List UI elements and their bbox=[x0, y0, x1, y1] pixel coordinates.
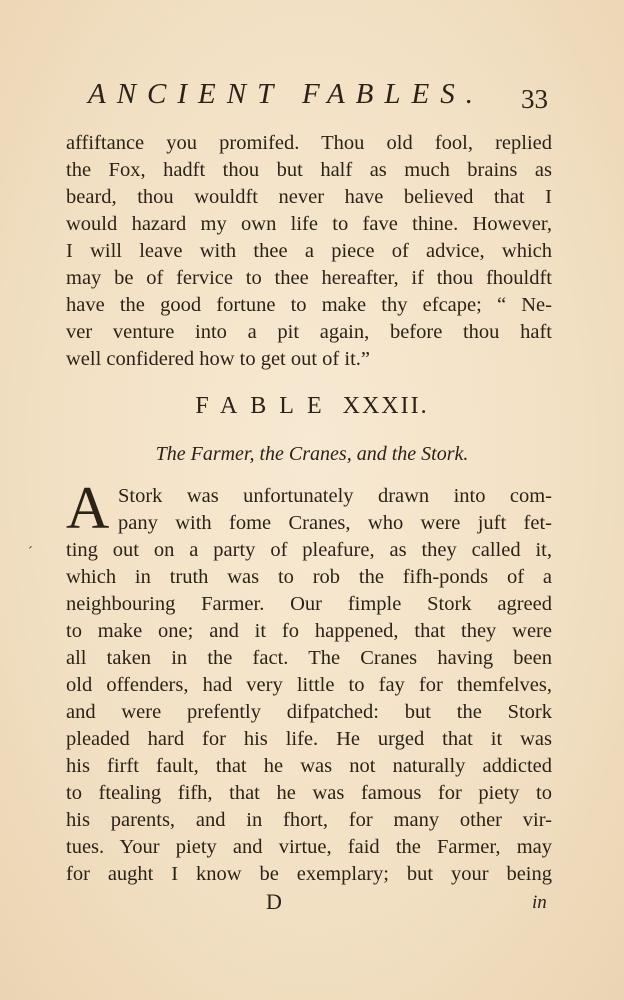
text-line: ver venture into a pit again, before thou haft bbox=[66, 321, 552, 343]
margin-mark: ´ bbox=[28, 545, 33, 560]
fable-heading bbox=[0, 393, 624, 420]
text-line: and were prefently difpatched: but the Stork bbox=[66, 701, 552, 723]
running-title: ANCIENT FABLES. bbox=[88, 78, 484, 110]
fable-label: FABLE bbox=[195, 393, 335, 419]
text-line: tues. Your piety and virtue, faid the Farmer, may bbox=[66, 836, 552, 858]
fable-subtitle: The Farmer, the Cranes, and the Stork. bbox=[155, 443, 469, 465]
text-line: have the good fortune to make thy efcape; “ Ne- bbox=[66, 294, 552, 316]
text-line: his parents, and in fhort, for many other vir- bbox=[66, 809, 552, 831]
fable-paragraph bbox=[66, 483, 552, 888]
text-line: well confidered how to get out of it.” bbox=[66, 348, 370, 370]
fable-numeral: XXXII. bbox=[342, 393, 429, 419]
text-line: all taken in the fact. The Cranes having been bbox=[66, 647, 552, 669]
text-line: the Fox, hadft thou but half as much brains as bbox=[66, 159, 552, 181]
page-number: 33 bbox=[521, 84, 548, 114]
text-line: ting out on a party of pleafure, as they called it, bbox=[66, 539, 552, 561]
catchword: in bbox=[532, 892, 547, 913]
text-line: Stork was unfortunately drawn into com- bbox=[118, 485, 552, 507]
signature-mark: D bbox=[266, 889, 282, 914]
drop-cap: A bbox=[66, 475, 110, 541]
text-line: which in truth was to rob the fifh-ponds of a bbox=[66, 566, 552, 588]
text-line: to make one; and it fo happened, that they were bbox=[66, 620, 552, 642]
text-line: pleaded hard for his life. He urged that it was bbox=[66, 728, 552, 750]
text-line: I will leave with thee a piece of advice, which bbox=[66, 240, 552, 262]
continuation-paragraph bbox=[66, 130, 552, 373]
text-line: neighbouring Farmer. Our fimple Stork agreed bbox=[66, 593, 552, 615]
text-line: would hazard my own life to fave thine. However, bbox=[66, 213, 552, 235]
text-line: old offenders, had very little to fay for themfelves, bbox=[66, 674, 552, 696]
text-line: for aught I know be exemplary; but your being bbox=[66, 863, 552, 885]
running-head bbox=[0, 74, 624, 114]
text-line: pany with fome Cranes, who were juft fet- bbox=[118, 512, 552, 534]
text-line: may be of fervice to thee hereafter, if thou fhouldft bbox=[66, 267, 552, 289]
text-line: beard, thou wouldft never have believed that I bbox=[66, 186, 552, 208]
text-line: affiftance you promifed. Thou old fool, replied bbox=[66, 132, 552, 154]
text-line: to ftealing fifh, that he was famous for piety to bbox=[66, 782, 552, 804]
text-line: his firft fault, that he was not naturally addicted bbox=[66, 755, 552, 777]
